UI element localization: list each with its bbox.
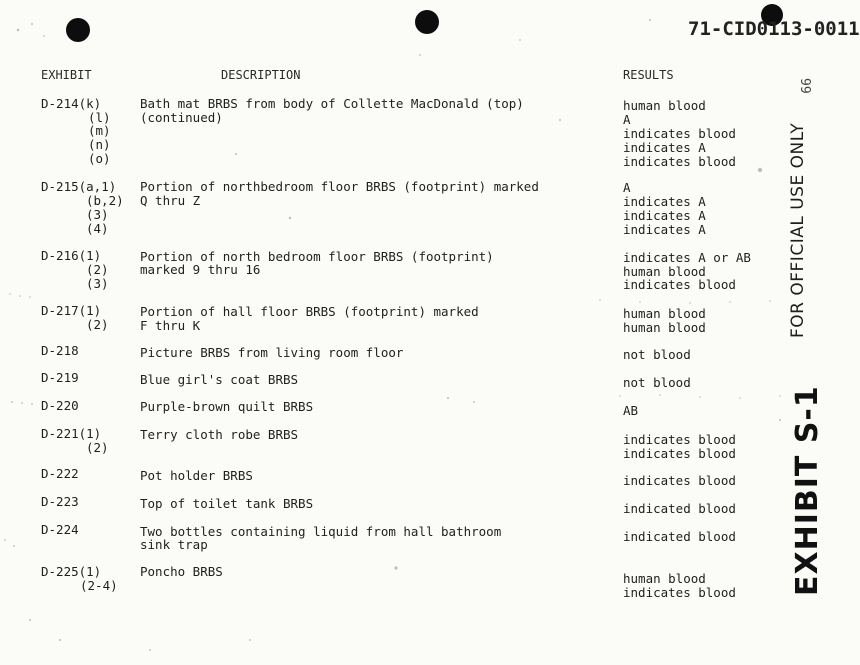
result-line: indicates A [623, 194, 706, 209]
result-line: human blood [623, 320, 706, 335]
exhibit-id: (2) [86, 317, 109, 332]
description-line: Pot holder BRBS [140, 468, 253, 483]
description-line: marked 9 thru 16 [140, 262, 261, 277]
description-line: Portion of north bedroom floor BRBS (footprint) [140, 249, 494, 264]
result-line: human blood [623, 264, 706, 279]
result-line: indicates A [623, 140, 706, 155]
result-line: human blood [623, 98, 706, 113]
result-line: indicates blood [623, 126, 736, 141]
exhibit-id: D-224 [41, 522, 79, 537]
description-line: Poncho BRBS [140, 564, 223, 579]
exhibit-id: (4) [86, 221, 109, 236]
header-results: RESULTS [623, 68, 674, 82]
description-line: Blue girl's coat BRBS [140, 372, 299, 387]
description-line: Terry cloth robe BRBS [140, 427, 299, 442]
description-line: Picture BRBS from living room floor [140, 345, 404, 360]
exhibit-id: D-222 [41, 466, 79, 481]
header-exhibit: EXHIBIT [41, 68, 92, 82]
exhibit-id: D-225(1) [41, 564, 102, 579]
exhibit-id: D-219 [41, 370, 79, 385]
exhibit-id: D-220 [41, 398, 79, 413]
result-line: indicates A or AB [623, 250, 751, 265]
exhibit-id: D-218 [41, 343, 79, 358]
description-line: sink trap [140, 537, 208, 552]
result-line: indicates blood [623, 154, 736, 169]
result-line: indicates A [623, 208, 706, 223]
exhibit-id: (2) [86, 262, 109, 277]
exhibit-id: D-223 [41, 494, 79, 509]
description-line: Bath mat BRBS from body of Collette MacDonald (top) [140, 96, 524, 111]
description-line: Q thru Z [140, 193, 201, 208]
description-line: Portion of northbedroom floor BRBS (footprint) marked [140, 179, 539, 194]
result-line: not blood [623, 375, 691, 390]
description-line: F thru K [140, 318, 201, 333]
exhibit-id: D-217(1) [41, 303, 102, 318]
description-line: Two bottles containing liquid from hall bathroom [140, 524, 502, 539]
page-number: 99 [797, 78, 812, 94]
exhibit-id: D-221(1) [41, 426, 102, 441]
exhibit-id: (m) [88, 123, 111, 138]
description-line: Top of toilet tank BRBS [140, 496, 314, 511]
exhibit-id: (2-4) [80, 578, 118, 593]
description-line: Purple-brown quilt BRBS [140, 399, 314, 414]
result-line: A [623, 112, 631, 127]
exhibit-id: (o) [88, 151, 111, 166]
exhibit-id: D-214(k) [41, 96, 102, 111]
result-line: indicates blood [623, 473, 736, 488]
exhibit-id: (3) [86, 207, 109, 222]
exhibit-id: (b,2) [86, 193, 124, 208]
result-line: human blood [623, 306, 706, 321]
header-description: DESCRIPTION [221, 68, 301, 82]
result-line: indicates A [623, 222, 706, 237]
exhibit-id: (3) [86, 276, 109, 291]
exhibit-id: D-216(1) [41, 248, 102, 263]
result-line: indicates blood [623, 585, 736, 600]
result-line: indicates blood [623, 446, 736, 461]
result-line: human blood [623, 571, 706, 586]
result-line: not blood [623, 347, 691, 362]
result-line: indicates blood [623, 277, 736, 292]
exhibit-stamp: EXHIBIT S-1 [790, 385, 825, 596]
document-number: 71-CID0113-0011 [688, 18, 860, 40]
result-line: indicated blood [623, 501, 736, 516]
result-line: AB [623, 403, 639, 418]
exhibit-id: (l) [88, 110, 111, 125]
description-line: Portion of hall floor BRBS (footprint) marked [140, 304, 479, 319]
exhibit-id: (n) [88, 137, 111, 152]
official-use-stamp: FOR OFFICIAL USE ONLY [788, 122, 808, 338]
result-line: indicates blood [623, 432, 736, 447]
exhibit-id: D-215(a,1) [41, 179, 117, 194]
result-line: indicated blood [623, 529, 736, 544]
result-line: A [623, 180, 631, 195]
exhibit-id: (2) [86, 440, 109, 455]
description-line: (continued) [140, 110, 223, 125]
